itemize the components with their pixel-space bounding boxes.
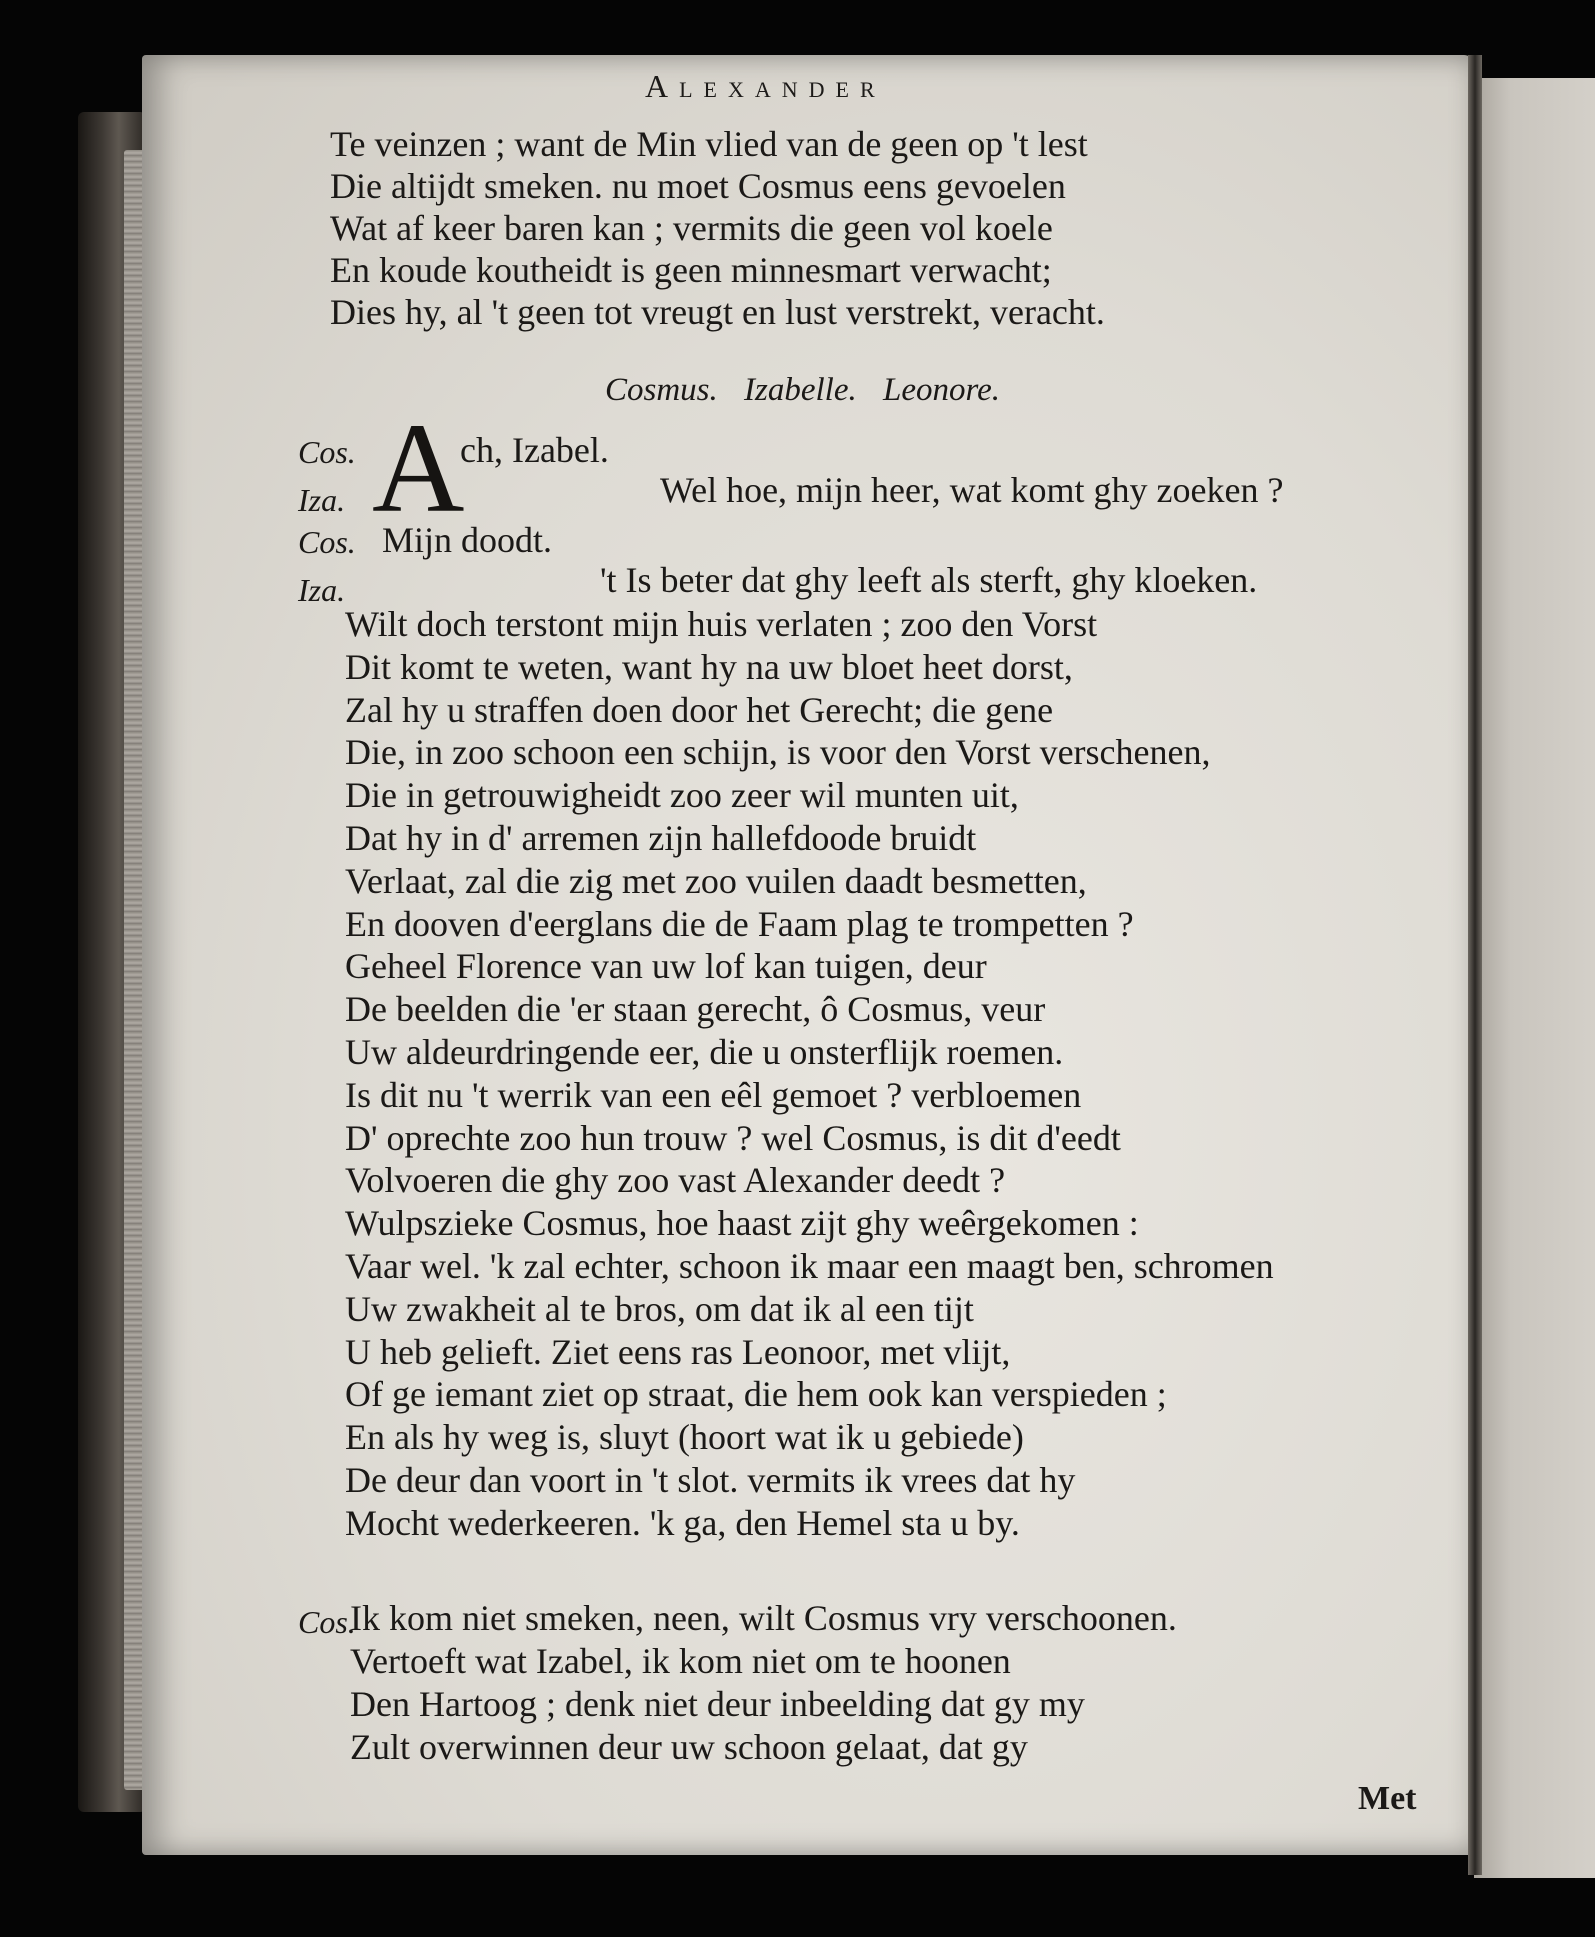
verse-line: Mocht wederkeeren. 'k ga, den Hemel sta u by. (345, 1502, 1020, 1543)
verse-line: Uw zwakheit al te bros, om dat ik al een tijt (345, 1288, 974, 1329)
verse-line: En dooven d'eerglans die de Faam plag te trompetten ? (345, 903, 1134, 944)
verse-line: En koude koutheidt is geen minnesmart verwacht; (330, 250, 1052, 290)
speaker-izabelle: Iza. (298, 482, 346, 518)
verse-line: U heb gelieft. Ziet eens ras Leonoor, met vlijt, (345, 1331, 1011, 1372)
speaker-cosmus: Cos. (298, 434, 356, 470)
verse-line: Zult overwinnen deur uw schoon gelaat, dat gy (350, 1727, 1028, 1767)
verse-line: Die in getrouwigheidt zoo zeer wil munten uit, (345, 775, 1019, 816)
verse-line: Of ge iemant ziet op straat, die hem ook kan verspieden ; (345, 1374, 1167, 1415)
speaker-cosmus: Cos. (298, 1604, 356, 1640)
dialogue-line: 't Is beter dat ghy leeft als sterft, ghy kloeken. (600, 560, 1258, 600)
verse-line: Te veinzen ; want de Min vlied van de geen op 't lest (330, 124, 1088, 164)
scene-heading: Cosmus. Izabelle. Leonore. (605, 372, 1001, 408)
verse-line: D' oprechte zoo hun trouw ? wel Cosmus, is dit d'eedt (345, 1117, 1121, 1158)
drop-cap: A (372, 397, 465, 539)
verse-line: Den Hartoog ; denk niet deur inbeelding dat gy my (350, 1684, 1085, 1724)
verse-line: Dat hy in d' arremen zijn hallefdoode bruidt (345, 818, 977, 858)
verse-line: De beelden die 'er staan gerecht, ô Cosmus, veur (345, 989, 1046, 1030)
verse-line: Wulpszieke Cosmus, hoe haast zijt ghy weêrgekomen : (345, 1203, 1139, 1244)
verse-line: De deur dan voort in 't slot. vermits ik vrees dat hy (345, 1460, 1076, 1500)
verse-line: Vaar wel. 'k zal echter, schoon ik maar een maagt ben, schromen (345, 1246, 1274, 1286)
verse-line: Wilt doch terstont mijn huis verlaten ; zoo den Vorst (345, 604, 1098, 644)
dialogue-line: Mijn doodt. (382, 520, 553, 560)
dialogue-line: Wel hoe, mijn heer, wat komt ghy zoeken ? (660, 470, 1284, 510)
speaker-cosmus: Cos. (298, 524, 356, 560)
verse-line: Wat af keer baren kan ; vermits die geen vol koele (330, 208, 1053, 248)
verse-line: Die, in zoo schoon een schijn, is voor den Vorst verschenen, (345, 732, 1211, 773)
catchword: Met (1358, 1780, 1417, 1817)
verse-line: Zal hy u straffen doen door het Gerecht; die gene (345, 689, 1054, 730)
verse-line: Verlaat, zal die zig met zoo vuilen daadt besmetten, (345, 860, 1087, 901)
verse-line: En als hy weg is, sluyt (hoort wat ik u gebiede) (345, 1417, 1024, 1458)
verse-line: Dit komt te weten, want hy na uw bloet heet dorst, (345, 646, 1073, 687)
verse-line: Geheel Florence van uw lof kan tuigen, deur (345, 946, 987, 987)
running-header: Alexander (645, 68, 886, 104)
dialogue-line: ch, Izabel. (460, 430, 609, 470)
verse-line: Volvoeren die ghy zoo vast Alexander deedt ? (345, 1160, 1006, 1201)
verse-line: Die altijdt smeken. nu moet Cosmus eens gevoelen (330, 166, 1066, 206)
verse-line: Is dit nu 't werrik van een eêl gemoet ? verbloemen (345, 1074, 1082, 1115)
verse-line: Ik kom niet smeken, neen, wilt Cosmus vry verschoonen. (350, 1598, 1177, 1638)
verse-line: Dies hy, al 't geen tot vreugt en lust verstrekt, veracht. (330, 292, 1105, 332)
speaker-izabelle: Iza. (298, 572, 346, 608)
verse-line: Uw aldeurdringende eer, die u onsterflijk roemen. (345, 1032, 1064, 1072)
verse-line: Vertoeft wat Izabel, ik kom niet om te hoonen (350, 1641, 1011, 1681)
